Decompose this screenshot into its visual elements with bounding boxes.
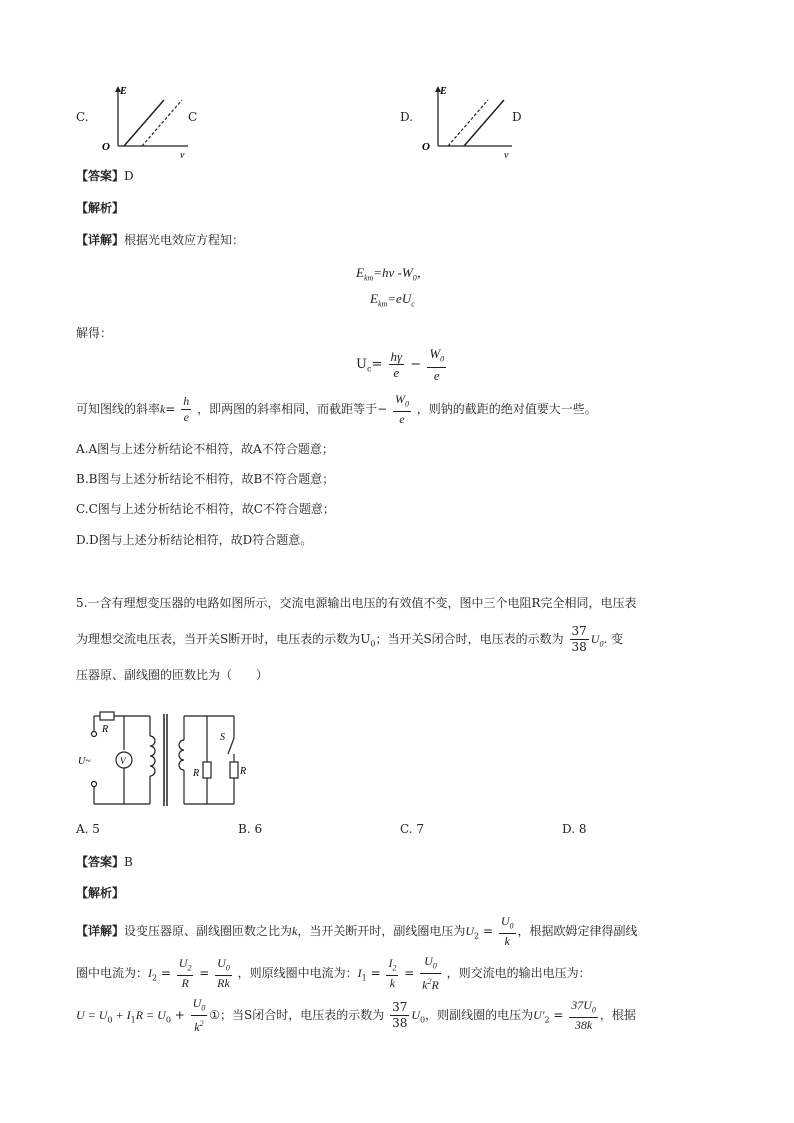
label-r-left: R <box>102 724 109 735</box>
conclusion-d: D.D图与上述分析结论相符，故D符合题意。 <box>76 533 313 547</box>
option-d-graph <box>418 84 518 160</box>
conclusion-a: A.A图与上述分析结论不相符，故A不符合题意； <box>76 442 334 456</box>
q4-analysis-label: 【解析】 <box>76 201 125 215</box>
q5-option-b: B. 6 <box>238 822 263 836</box>
label-meter: V <box>120 756 126 766</box>
transformer-circuit <box>72 706 247 810</box>
q5-option-c: C. 7 <box>400 822 425 836</box>
q5-option-a: A. 5 <box>76 822 100 836</box>
equation-2: $E_{km}=eU_c$ <box>370 291 415 309</box>
q4-answer: 【答案】D <box>76 169 134 183</box>
label-r-right: R <box>240 766 247 777</box>
q5-stem-line1: 5.一含有理想变压器的电路如图所示，交流电源输出电压的有效值不变，图中三个电阻R完全相同，电压表 <box>76 596 637 610</box>
origin-label: O <box>422 141 430 153</box>
label-r-mid: R <box>193 768 200 779</box>
label-switch: S <box>220 732 225 743</box>
label-source: U~ <box>78 756 91 767</box>
solve-label: 解得： <box>76 326 113 340</box>
option-c-graph <box>92 84 192 160</box>
dashed-line <box>142 100 182 146</box>
secondary-coil <box>179 740 184 770</box>
terminal-top <box>92 732 97 737</box>
uc-equation: $U_c=$ $\frac{h\gamma}{e}$ − $\frac{W_0}{e}$ <box>356 346 445 383</box>
q5-stem-line2: 为理想交流电压表，当开关S断开时，电压表的示数为$U_0$；当开关S闭合时，电压表的示数为 $\frac{37}{38}$ $U_0$. 变 <box>76 624 624 654</box>
dashed-line <box>448 100 488 146</box>
x-label: ν <box>504 150 509 161</box>
option-c-letter: C. <box>76 110 89 124</box>
q5-analysis-label: 【解析】 <box>76 886 125 900</box>
y-label: E <box>440 86 447 97</box>
y-label: E <box>120 86 127 97</box>
q5-stem-line3: 压器原、副线圈的匝数比为（ ） <box>76 668 269 682</box>
option-d-tag: D <box>512 110 522 124</box>
switch-s <box>228 738 234 754</box>
equation-1: $E_{km}=h\nu$ $-W_0$， <box>356 265 430 283</box>
solid-line <box>124 100 164 146</box>
q4-detail: 【详解】根据光电效应方程知： <box>76 233 245 247</box>
conclusion-b: B.B图与上述分析结论不相符，故B不符合题意； <box>76 472 335 486</box>
option-d-letter: D. <box>400 110 414 124</box>
solid-line <box>464 100 504 146</box>
q5-option-d: D. 8 <box>562 822 587 836</box>
resistor-right <box>230 762 238 778</box>
resistor-left <box>100 712 114 720</box>
conclusion-c: C.C图与上述分析结论不相符，故C不符合题意； <box>76 502 335 516</box>
resistor-mid <box>203 762 211 778</box>
origin-label: O <box>102 141 110 153</box>
q5-answer: 【答案】B <box>76 855 133 869</box>
primary-coil <box>150 736 155 776</box>
x-label: ν <box>180 150 185 161</box>
q5-detail-line1: 【详解】设变压器原、副线圈匝数之比为k，当开关断开时，副线圈电压为$U_2$ = $\frac{U_0}{k}$ ，根据欧姆定律得副线 <box>76 914 638 949</box>
q5-detail-line2: 圈中电流为：$I_2$ = $\frac{U_2}{R}$ = $\frac{U_0}{Rk}$ ，则原线圈中电流为：$I_1$ = $\frac{I_2}{k}$ = $\frac{U_0}{k^2R}$ ，则交流电的输出电压为： <box>76 954 591 993</box>
option-c-tag: C <box>188 110 198 124</box>
slope-line: 可知图线的斜率k= $\frac{h}{e}$ ，即两图的斜率相同，而截距等于− $\frac{W_0}{e}$ ，则钠的截距的绝对值要大一些。 <box>76 392 597 427</box>
q5-detail-line3: $U = U_0 + I_1R = U_0$ + $\frac{U_0}{k^2}$ ①；当S闭合时，电压表的示数为 $\frac{37}{38}$ $U_0$，则副线圈的电压为$U'_2$ = $\frac{37U_0}{38k}$ ，根据 <box>76 996 636 1035</box>
terminal-bottom <box>92 782 97 787</box>
